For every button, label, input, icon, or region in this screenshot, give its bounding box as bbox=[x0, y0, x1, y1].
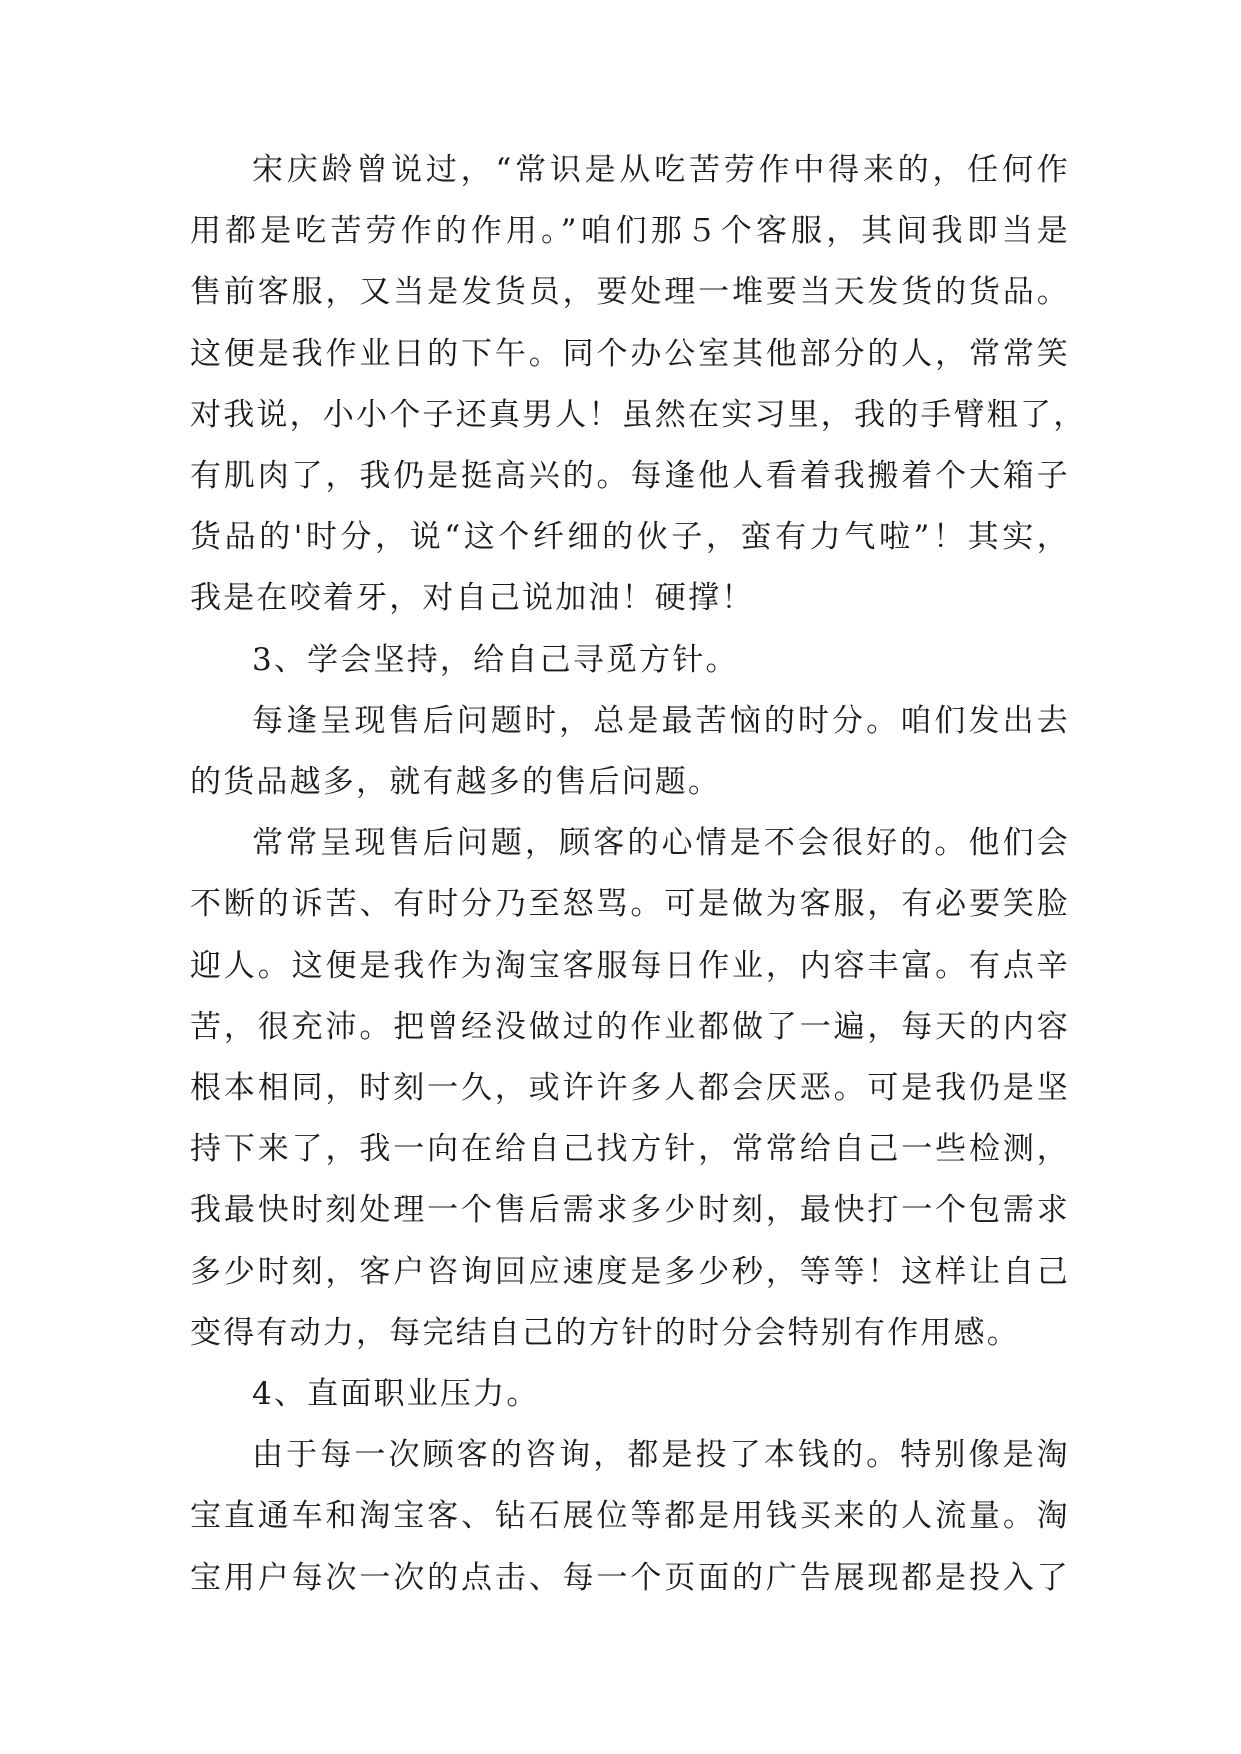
text-line: 由于每一次顾客的咨询，都是投了本钱的。特别像是淘 bbox=[252, 1437, 1070, 1474]
text-line: 每逢呈现售后问题时，总是最苦恼的时分。咱们发出去 bbox=[252, 702, 1070, 739]
text-line: 迎人。这便是我作为淘宝客服每日作业，内容丰富。有点辛 bbox=[190, 947, 1070, 984]
text-line: 用都是吃苦劳作的作用。”咱们那５个客服，其间我即当是 bbox=[190, 213, 1070, 250]
text-line: 我最快时刻处理一个售后需求多少时刻，最快打一个包需求 bbox=[190, 1192, 1070, 1229]
section-heading-4 bbox=[190, 1364, 1070, 1425]
text-line: 根本相同，时刻一久，或许许多人都会厌恶。可是我仍是坚 bbox=[190, 1070, 1070, 1107]
paragraph-song-qingling-quote bbox=[190, 140, 1087, 630]
text-line: 宝用户每次一次的点击、每一个页面的广告展现都是投入了 bbox=[190, 1559, 1070, 1596]
paragraph-professional-pressure bbox=[190, 1425, 1070, 1609]
heading-line: 4、直面职业压力。 bbox=[252, 1376, 540, 1413]
text-line: 变得有动力，每完结自己的方针的时分会特别有作用感。 bbox=[190, 1314, 1020, 1351]
text-line: 多少时刻，客户咨询回应速度是多少秒，等等！这样让自己 bbox=[190, 1253, 1070, 1290]
text-line: 常常呈现售后问题，顾客的心情是不会很好的。他们会 bbox=[252, 825, 1070, 862]
paragraph-after-sales-problems bbox=[190, 691, 1070, 813]
text-line: 宋庆龄曾说过，“常识是从吃苦劳作中得来的，任何作 bbox=[252, 152, 1070, 188]
text-line: 对我说，小小个子还真男人！虽然在实习里，我的手臂粗了， bbox=[190, 396, 1087, 433]
text-line: 我是在咬着牙，对自己说加油！硬撑！ bbox=[190, 580, 755, 617]
document-page bbox=[190, 140, 1087, 1609]
heading-line: 3、学会坚持，给自己寻觅方针。 bbox=[252, 641, 739, 678]
paragraph-customer-service-work bbox=[190, 813, 1070, 1364]
text-line: 售前客服，又当是发货员，要处理一堆要当天发货的货品。 bbox=[190, 274, 1070, 311]
text-line: 不断的诉苦、有时分乃至怒骂。可是做为客服，有必要笑脸 bbox=[190, 886, 1070, 923]
text-line: 苦，很充沛。把曾经没做过的作业都做了一遍，每天的内容 bbox=[190, 1008, 1070, 1045]
text-line: 货品的'时分，说“这个纤细的伙子，蛮有力气啦”！其实， bbox=[190, 519, 1070, 556]
text-line: 的货品越多，就有越多的售后问题。 bbox=[190, 764, 722, 801]
text-line: 宝直通车和淘宝客、钻石展位等都是用钱买来的人流量。淘 bbox=[190, 1498, 1070, 1535]
text-line: 有肌肉了，我仍是挺高兴的。每逢他人看着我搬着个大箱子 bbox=[190, 458, 1070, 495]
section-heading-3 bbox=[190, 630, 1070, 691]
text-line: 持下来了，我一向在给自己找方针，常常给自己一些检测， bbox=[190, 1131, 1070, 1168]
text-line: 这便是我作业日的下午。同个办公室其他部分的人，常常笑 bbox=[190, 335, 1070, 372]
